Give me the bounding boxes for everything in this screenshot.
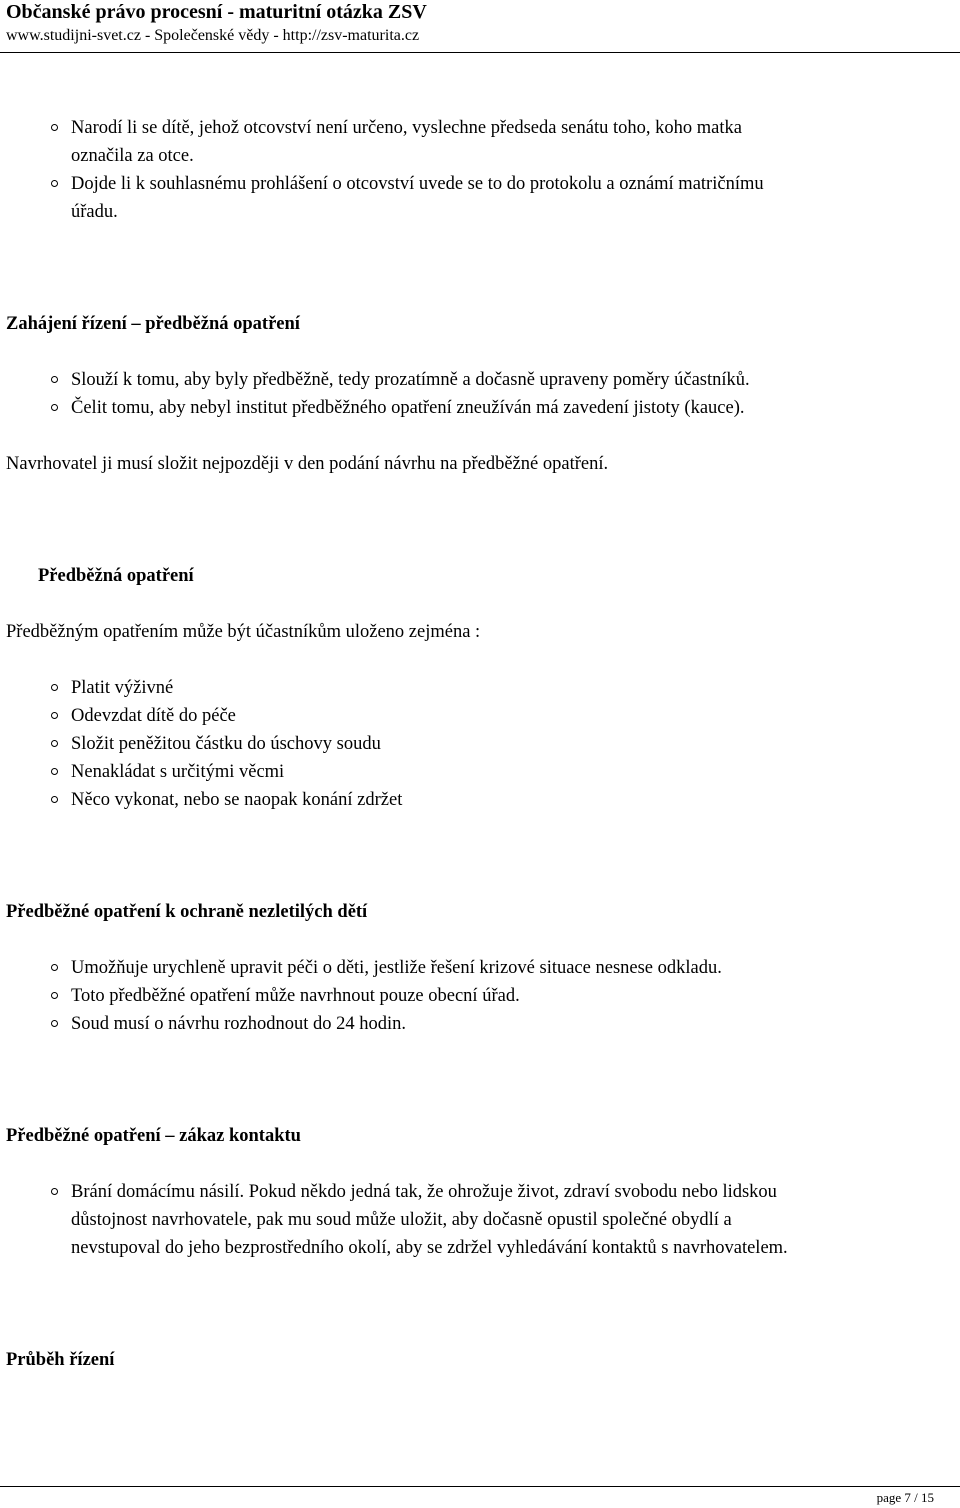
- bullet-icon: [51, 684, 58, 691]
- header-divider: [0, 52, 960, 53]
- bullet-icon: [51, 1020, 58, 1027]
- list-item-continuation: úřadu.: [71, 202, 118, 222]
- section-heading: Předběžné opatření k ochraně nezletilých dětí: [6, 902, 368, 922]
- section-heading: Předběžné opatření – zákaz kontaktu: [6, 1126, 301, 1146]
- bullet-icon: [51, 1188, 58, 1195]
- list-item-continuation: označila za otce.: [71, 146, 194, 166]
- list-item: Slouží k tomu, aby byly předběžně, tedy prozatímně a dočasně upraveny poměry účastníků.: [71, 370, 750, 390]
- list-item: Něco vykonat, nebo se naopak konání zdržet: [71, 790, 403, 810]
- paragraph: Předběžným opatřením může být účastníkům uloženo zejména :: [6, 622, 481, 642]
- list-item: Odevzdat dítě do péče: [71, 706, 236, 726]
- section-heading: Zahájení řízení – předběžná opatření: [6, 314, 300, 334]
- bullet-icon: [51, 712, 58, 719]
- section-heading: Předběžná opatření: [38, 566, 194, 586]
- section-heading: Průběh řízení: [6, 1350, 115, 1370]
- bullet-icon: [51, 376, 58, 383]
- list-item-continuation: nevstupoval do jeho bezprostředního okolí, aby se zdržel vyhledávání kontaktů s navrhovatelem.: [71, 1238, 788, 1258]
- list-item: Soud musí o návrhu rozhodnout do 24 hodin.: [71, 1014, 407, 1034]
- bullet-icon: [51, 740, 58, 747]
- document-title: Občanské právo procesní - maturitní otázka ZSV: [6, 1, 427, 23]
- bullet-icon: [51, 124, 58, 131]
- page-number: page 7 / 15: [876, 1490, 934, 1505]
- list-item: Platit výživné: [71, 678, 174, 698]
- bullet-icon: [51, 768, 58, 775]
- list-item: Dojde li k souhlasnému prohlášení o otcovství uvede se to do protokolu a oznámí matričnímu: [71, 174, 764, 194]
- bullet-icon: [51, 796, 58, 803]
- list-item: Narodí li se dítě, jehož otcovství není určeno, vyslechne předseda senátu toho, koho matka: [71, 118, 742, 138]
- list-item-continuation: důstojnost navrhovatele, pak mu soud může uložit, aby dočasně opustil společné obydlí a: [71, 1210, 732, 1230]
- list-item: Nenakládat s určitými věcmi: [71, 762, 285, 782]
- bullet-icon: [51, 992, 58, 999]
- list-item: Složit peněžitou částku do úschovy soudu: [71, 734, 381, 754]
- list-item: Umožňuje urychleně upravit péči o děti, jestliže řešení krizové situace nesnese odkladu.: [71, 958, 722, 978]
- document-subtitle: www.studijni-svet.cz - Společenské vědy - http://zsv-maturita.cz: [6, 27, 420, 44]
- footer-divider: [0, 1486, 960, 1487]
- bullet-icon: [51, 964, 58, 971]
- list-item: Čelit tomu, aby nebyl institut předběžného opatření zneužíván má zavedení jistoty (kauce).: [71, 398, 745, 418]
- bullet-icon: [51, 180, 58, 187]
- paragraph: Navrhovatel ji musí složit nejpozději v den podání návrhu na předběžné opatření.: [6, 454, 609, 474]
- bullet-icon: [51, 404, 58, 411]
- list-item: Toto předběžné opatření může navrhnout pouze obecní úřad.: [71, 986, 520, 1006]
- list-item: Brání domácímu násilí. Pokud někdo jedná tak, že ohrožuje život, zdraví svobodu nebo lidskou: [71, 1182, 777, 1202]
